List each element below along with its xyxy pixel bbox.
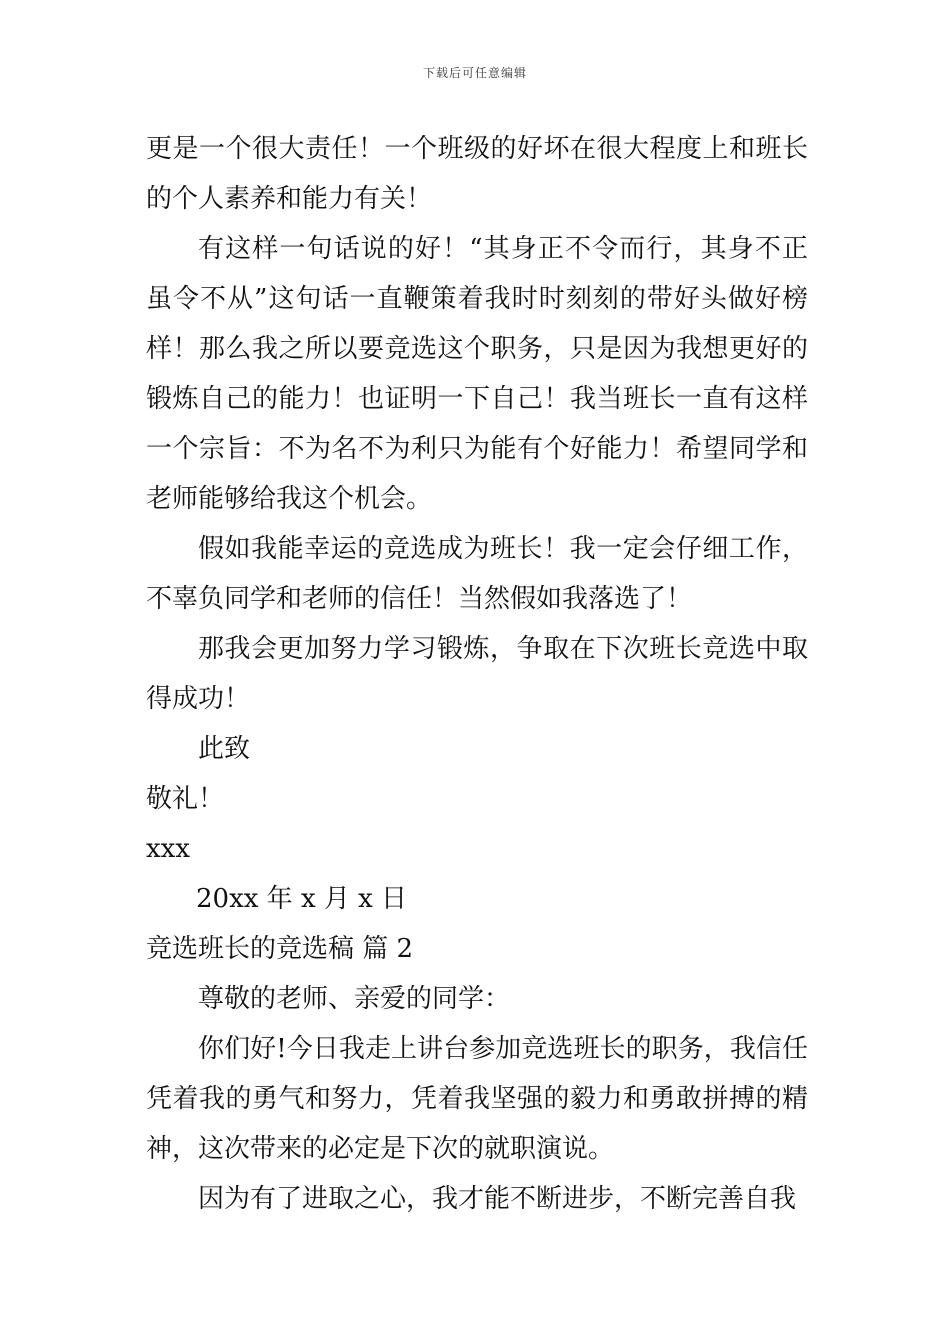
greeting: 尊敬的老师、亲爱的同学：: [198, 984, 511, 1014]
paragraph-if-lose: 那我会更加努力学习锻炼，争取在下次班长竞选中取得成功！: [146, 634, 808, 714]
section-title: 竞选班长的竞选稿 篇 2: [146, 934, 414, 964]
closing-jingli: 敬礼！: [146, 784, 225, 814]
paragraph-motto: 有这样一句话说的好！“其身正不令而行，其身不正虽令不从”这句话一直鞭策着我时时刻刻的带好头做好榜样！那么我之所以要竞选这个职务，只是因为我想更好的锻炼自己的能力！也证明一下自己！我当班长一直有这样一个宗旨：不为名不为利只为能有个好能力！希望同学和老师能够给我这个机会。: [146, 234, 808, 514]
paragraph-continuation: 更是一个很大责任！一个班级的好坏在很大程度上和班长的个人素养和能力有关！: [146, 134, 808, 214]
paragraph-commitment: 假如我能幸运的竞选成为班长！我一定会仔细工作，不辜负同学和老师的信任！当然假如我落选了！: [146, 534, 808, 614]
document-body: [146, 124, 808, 1224]
page-header-note: 下载后可任意编辑: [422, 66, 527, 80]
paragraph-opening: 你们好!今日我走上讲台参加竞选班长的职务，我信任凭着我的勇气和努力，凭着我坚强的毅力和勇敢拼搏的精神，这次带来的必定是下次的就职演说。: [146, 1034, 808, 1164]
closing-cizhi: 此致: [198, 734, 251, 764]
paragraph-progress: 因为有了进取之心，我才能不断进步，不断完善自我: [198, 1184, 797, 1214]
signature: xxx: [146, 834, 190, 864]
signature-date: 20xx 年 x 月 x 日: [196, 884, 408, 914]
